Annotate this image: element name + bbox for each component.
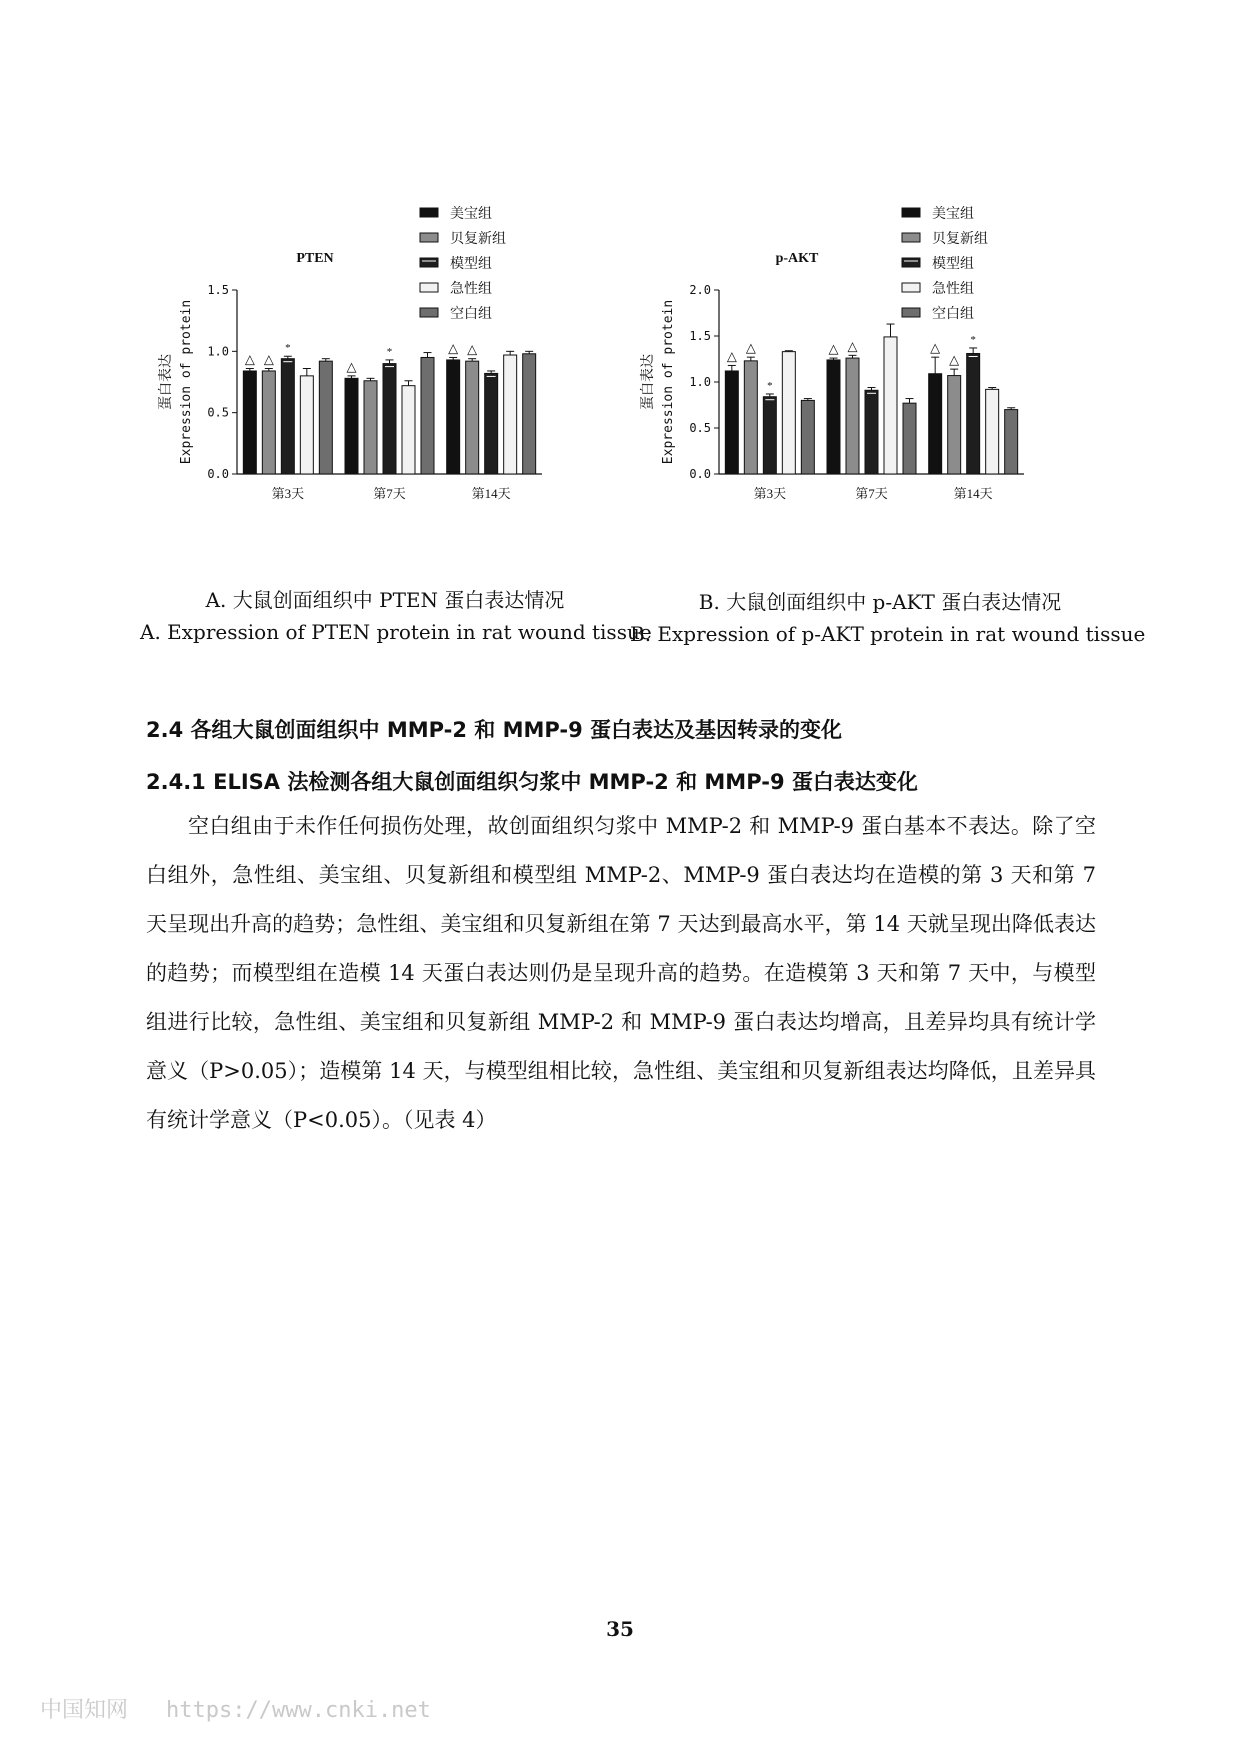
y-axis-label-cn: 蛋白表达	[159, 354, 174, 410]
section-heading-2-4-1: 2.4.1 ELISA 法检测各组大鼠创面组织匀浆中 MMP-2 和 MMP-9 蛋白表达变化	[146, 770, 918, 794]
legend-label: 美宝组	[450, 207, 492, 222]
chart-pten	[150, 200, 610, 570]
caption-a-cn: A. 大鼠创面组织中 PTEN 蛋白表达情况	[205, 588, 565, 612]
x-tick-label: 第7天	[855, 486, 888, 501]
bar	[300, 376, 313, 474]
y-tick-label: 0.5	[689, 421, 711, 435]
bar	[763, 397, 776, 474]
chart-title: PTEN	[296, 251, 334, 266]
legend-label: 急性组	[450, 282, 492, 297]
y-tick-label: 0.0	[207, 467, 229, 481]
bar	[523, 354, 536, 474]
significance-mark: *	[767, 379, 773, 392]
significance-mark: △	[847, 338, 858, 354]
significance-mark: *	[285, 342, 291, 355]
bar	[948, 376, 961, 474]
significance-mark: △	[949, 352, 960, 368]
body-paragraph: 空白组由于未作任何损伤处理，故创面组织匀浆中 MMP-2 和 MMP-9 蛋白基本不表达。除了空白组外，急性组、美宝组、贝复新组和模型组 MMP-2、MMP-9 蛋白表达均在造模的第 3 天和第 7 天呈现出升高的趋势；急性组、美宝组和贝复新组在第 7 天达到最高水平，第 14 天就呈现出降低表达的趋势；而模型组在造模 14 天蛋白表达则仍是呈现升高的趋势。在造模第 3 天和第 7 天中，与模型组进行比较，急性组、美宝组和贝复新组 MMP-2 和 MMP-9 蛋白表达均增高，且差异均具有统计学意义（P>0.05）；造模第 14 天，与模型组相比较，急性组、美宝组和贝复新组表达均降低，且差异具有统计学意义（P<0.05）。（见表 4）	[146, 814, 1096, 1132]
bar	[319, 361, 332, 474]
bar	[345, 378, 358, 474]
y-tick-label: 0.5	[207, 405, 229, 420]
chart-title: p-AKT	[775, 251, 819, 266]
bar	[986, 389, 999, 474]
bar	[383, 364, 396, 474]
x-tick-label: 第3天	[271, 486, 305, 501]
legend-swatch	[420, 208, 438, 217]
bar	[865, 390, 878, 474]
legend-label: 空白组	[932, 307, 974, 322]
significance-mark: △	[244, 351, 255, 367]
bar	[1005, 410, 1018, 474]
significance-mark: △	[930, 340, 941, 356]
bar	[929, 374, 942, 474]
y-axis-label-en: Expression of protein	[179, 299, 194, 465]
bar	[485, 373, 498, 474]
bar	[801, 400, 814, 474]
bar	[725, 371, 738, 474]
legend-label: 美宝组	[932, 207, 974, 222]
body-text	[146, 802, 1096, 1145]
y-tick-label: 1.0	[207, 344, 229, 359]
legend-swatch	[420, 258, 438, 267]
significance-mark: △	[745, 340, 756, 356]
legend-swatch	[902, 308, 920, 317]
caption-b-cn: B. 大鼠创面组织中 p-AKT 蛋白表达情况	[698, 590, 1062, 614]
bar	[846, 358, 859, 474]
bar	[782, 352, 795, 474]
bar	[967, 353, 980, 474]
bar	[262, 371, 275, 474]
legend-swatch	[420, 308, 438, 317]
bar	[466, 361, 479, 474]
significance-mark: △	[448, 340, 459, 356]
y-tick-label: 2.0	[689, 283, 711, 297]
bar	[827, 360, 840, 474]
bar	[281, 359, 294, 474]
legend-swatch	[902, 283, 920, 292]
y-tick-label: 1.0	[689, 375, 711, 389]
page-number: 35	[606, 1617, 634, 1641]
y-tick-label: 1.5	[207, 283, 229, 297]
figure-pakt	[632, 200, 1092, 570]
legend-label: 空白组	[450, 307, 492, 322]
y-tick-label: 1.5	[689, 329, 711, 343]
bar	[402, 386, 415, 474]
figure-pten	[150, 200, 610, 570]
legend-label: 贝复新组	[932, 232, 988, 247]
x-tick-label: 第3天	[753, 486, 787, 501]
legend-swatch	[902, 208, 920, 217]
caption-b-en: B. Expression of p-AKT protein in rat wound tissue	[630, 622, 1146, 646]
bar	[884, 337, 897, 474]
significance-mark: △	[828, 341, 839, 357]
caption-a-en: A. Expression of PTEN protein in rat wound tissue	[140, 620, 652, 644]
significance-mark: △	[346, 358, 357, 374]
x-tick-label: 第7天	[373, 486, 406, 501]
bar	[447, 360, 460, 474]
significance-mark: *	[386, 345, 393, 358]
watermark-site: 中国知网	[40, 1698, 129, 1723]
x-tick-label: 第14天	[471, 486, 511, 501]
significance-mark: △	[467, 341, 478, 357]
bar	[243, 371, 256, 474]
significance-mark: *	[970, 333, 976, 346]
bar	[504, 355, 517, 474]
legend-swatch	[420, 283, 438, 292]
y-axis-label-en: Expression of protein	[661, 299, 676, 465]
y-tick-label: 0.0	[689, 467, 711, 481]
bar	[903, 403, 916, 474]
legend-swatch	[420, 233, 438, 242]
legend-swatch	[902, 258, 920, 267]
bar	[364, 381, 377, 474]
significance-mark: △	[726, 348, 737, 364]
x-tick-label: 第14天	[953, 486, 993, 501]
y-axis-label-cn: 蛋白表达	[641, 354, 656, 410]
bar	[421, 357, 434, 474]
legend-label: 急性组	[932, 282, 974, 297]
legend-swatch	[902, 233, 920, 242]
watermark-url: https://www.cnki.net	[166, 1698, 431, 1723]
bar	[744, 361, 757, 474]
significance-mark: △	[263, 351, 274, 367]
legend-label: 模型组	[932, 257, 974, 272]
chart-pakt	[632, 200, 1092, 570]
legend-label: 模型组	[450, 257, 492, 272]
legend-label: 贝复新组	[450, 232, 506, 247]
section-heading-2-4: 2.4 各组大鼠创面组织中 MMP-2 和 MMP-9 蛋白表达及基因转录的变化	[146, 718, 843, 742]
cnki-watermark	[40, 1693, 431, 1724]
